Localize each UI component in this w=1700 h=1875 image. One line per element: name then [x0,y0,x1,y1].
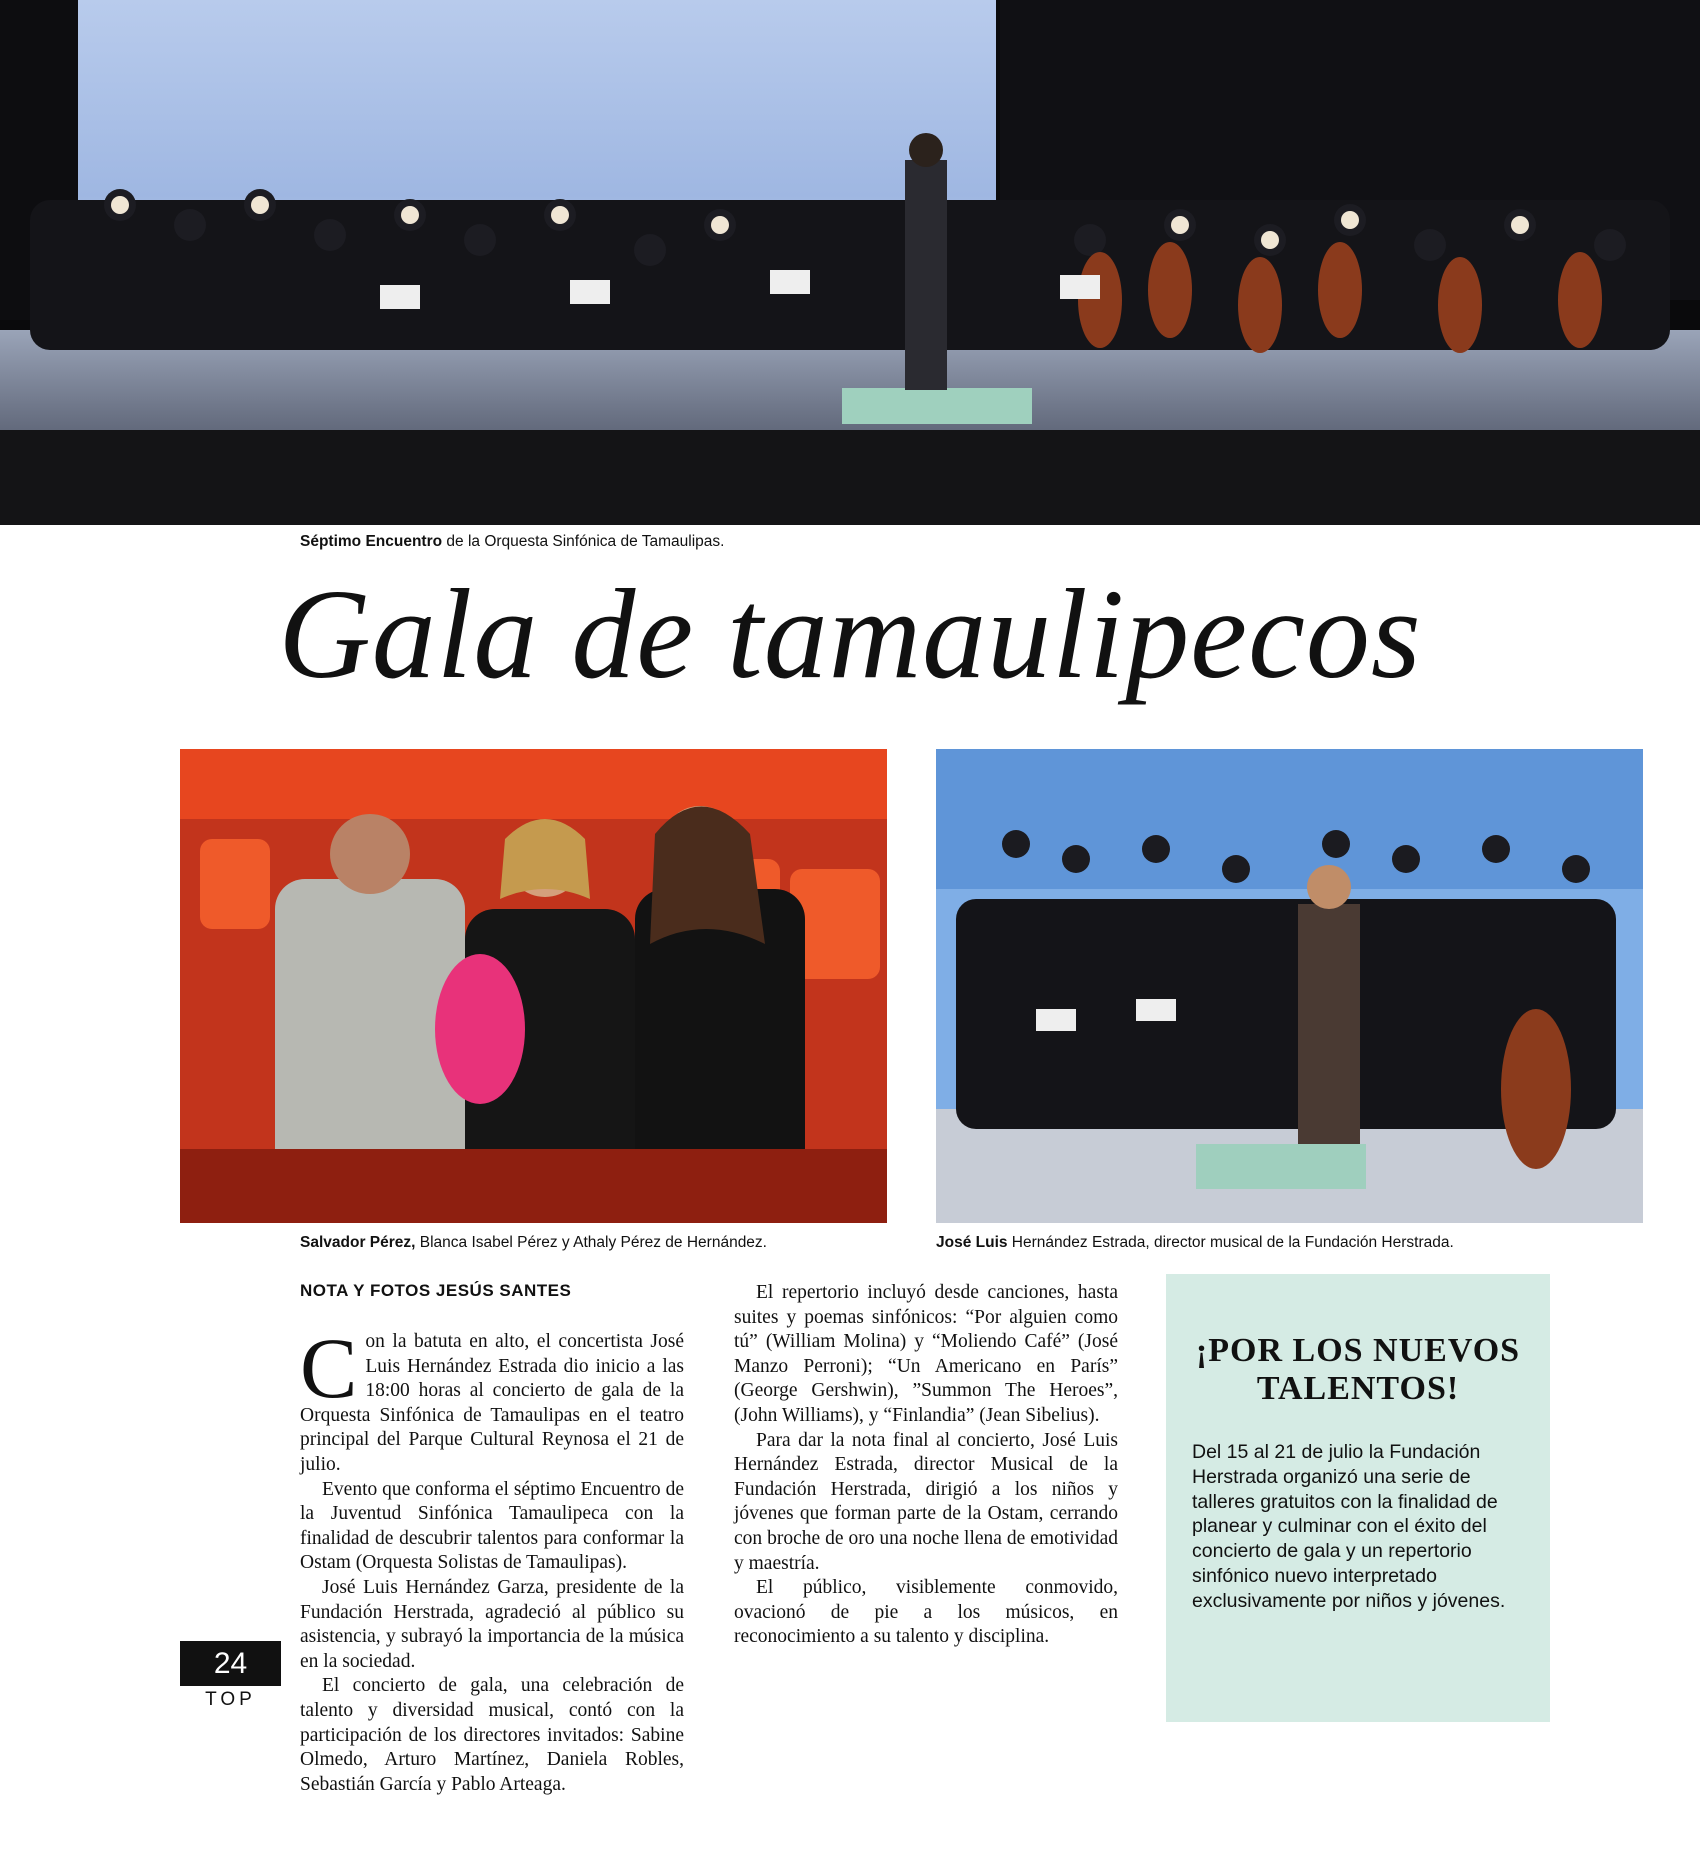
sidebar-title: ¡POR LOS NUEVOS TALENTOS! [1195,1332,1521,1407]
audience-photo [180,749,887,1223]
article-paragraph: El público, visiblemente conmovido, ovacionó de pie a los músicos, en reconocimiento a su talento y disciplina. [734,1577,1118,1648]
director-caption: José Luis Hernández Estrada, director musical de la Fundación Herstrada. [936,1234,1454,1251]
byline: NOTA Y FOTOS JESÚS SANTES [300,1281,572,1300]
article-paragraph: Para dar la nota final al concierto, José Luis Hernández Estrada, director Musical de la Fundación Herstrada, dirigió a los niños y jóvenes que forman parte de la Ostam, cerrando con broche de oro una noche llena de emotividad y maestría. [734,1429,1118,1574]
audience-caption: Salvador Pérez, Blanca Isabel Pérez y Athaly Pérez de Hernández. [300,1234,767,1251]
article-column-1 [300,1320,684,1797]
orchestra-stage-image [0,0,1700,525]
page-number: 24 [180,1641,281,1686]
hero-photo [0,0,1700,525]
article-paragraph: El repertorio incluyó desde canciones, hasta suites y poemas sinfónicos: “Por alguien como tú” (William Molina) y “Moliendo Café” (José Manzo Perroni); “Un Americano en París” (George Gershwin), ”Summon The Heroes”, (John Williams), y “Finlandia” (Jean Sibelius). [734,1282,1118,1426]
sidebar-box [1166,1274,1550,1722]
sidebar-body: Del 15 al 21 de julio la Fundación Herstrada organizó una serie de talleres gratuitos con la finalidad de planear y culminar con el éxito del concierto de gala y un repertorio sinfónico nuevo interpretado exclusivamente por niños y jóvenes. [1192,1441,1506,1612]
article-column-2 [734,1281,1118,1650]
director-image [936,749,1643,1223]
dropcap: C [300,1320,358,1416]
article-paragraph: José Luis Hernández Garza, presidente de la Fundación Herstrada, agradeció al público su asistencia, y subrayó la importancia de la música en la sociedad. [300,1576,684,1672]
director-photo [936,749,1643,1223]
audience-image [180,749,887,1223]
hero-caption: Séptimo Encuentro de la Orquesta Sinfónica de Tamaulipas. [300,533,725,550]
headline: Gala de tamaulipecos [278,563,1422,705]
article-paragraph: Con la batuta en alto, el concertista José Luis Hernández Estrada dio inicio a las 18:00 horas al concierto de gala de la Orquesta Sinfónica de Tamaulipas en el teatro principal del Parque Cultural Reynosa el 21 de julio. [300,1320,684,1475]
article-paragraph: El concierto de gala, una celebración de talento y diversidad musical, contó con la participación de los directores invitados: Sabine Olmedo, Arturo Martínez, Daniela Robles, Sebastián García y Pablo Arteaga. [300,1675,684,1795]
page-label: TOP [205,1689,256,1710]
article-paragraph: Evento que conforma el séptimo Encuentro de la Juventud Sinfónica Tamaulipeca con la finalidad de descubrir talentos para conformar la Ostam (Orquesta Solistas de Tamaulipas). [300,1478,684,1574]
